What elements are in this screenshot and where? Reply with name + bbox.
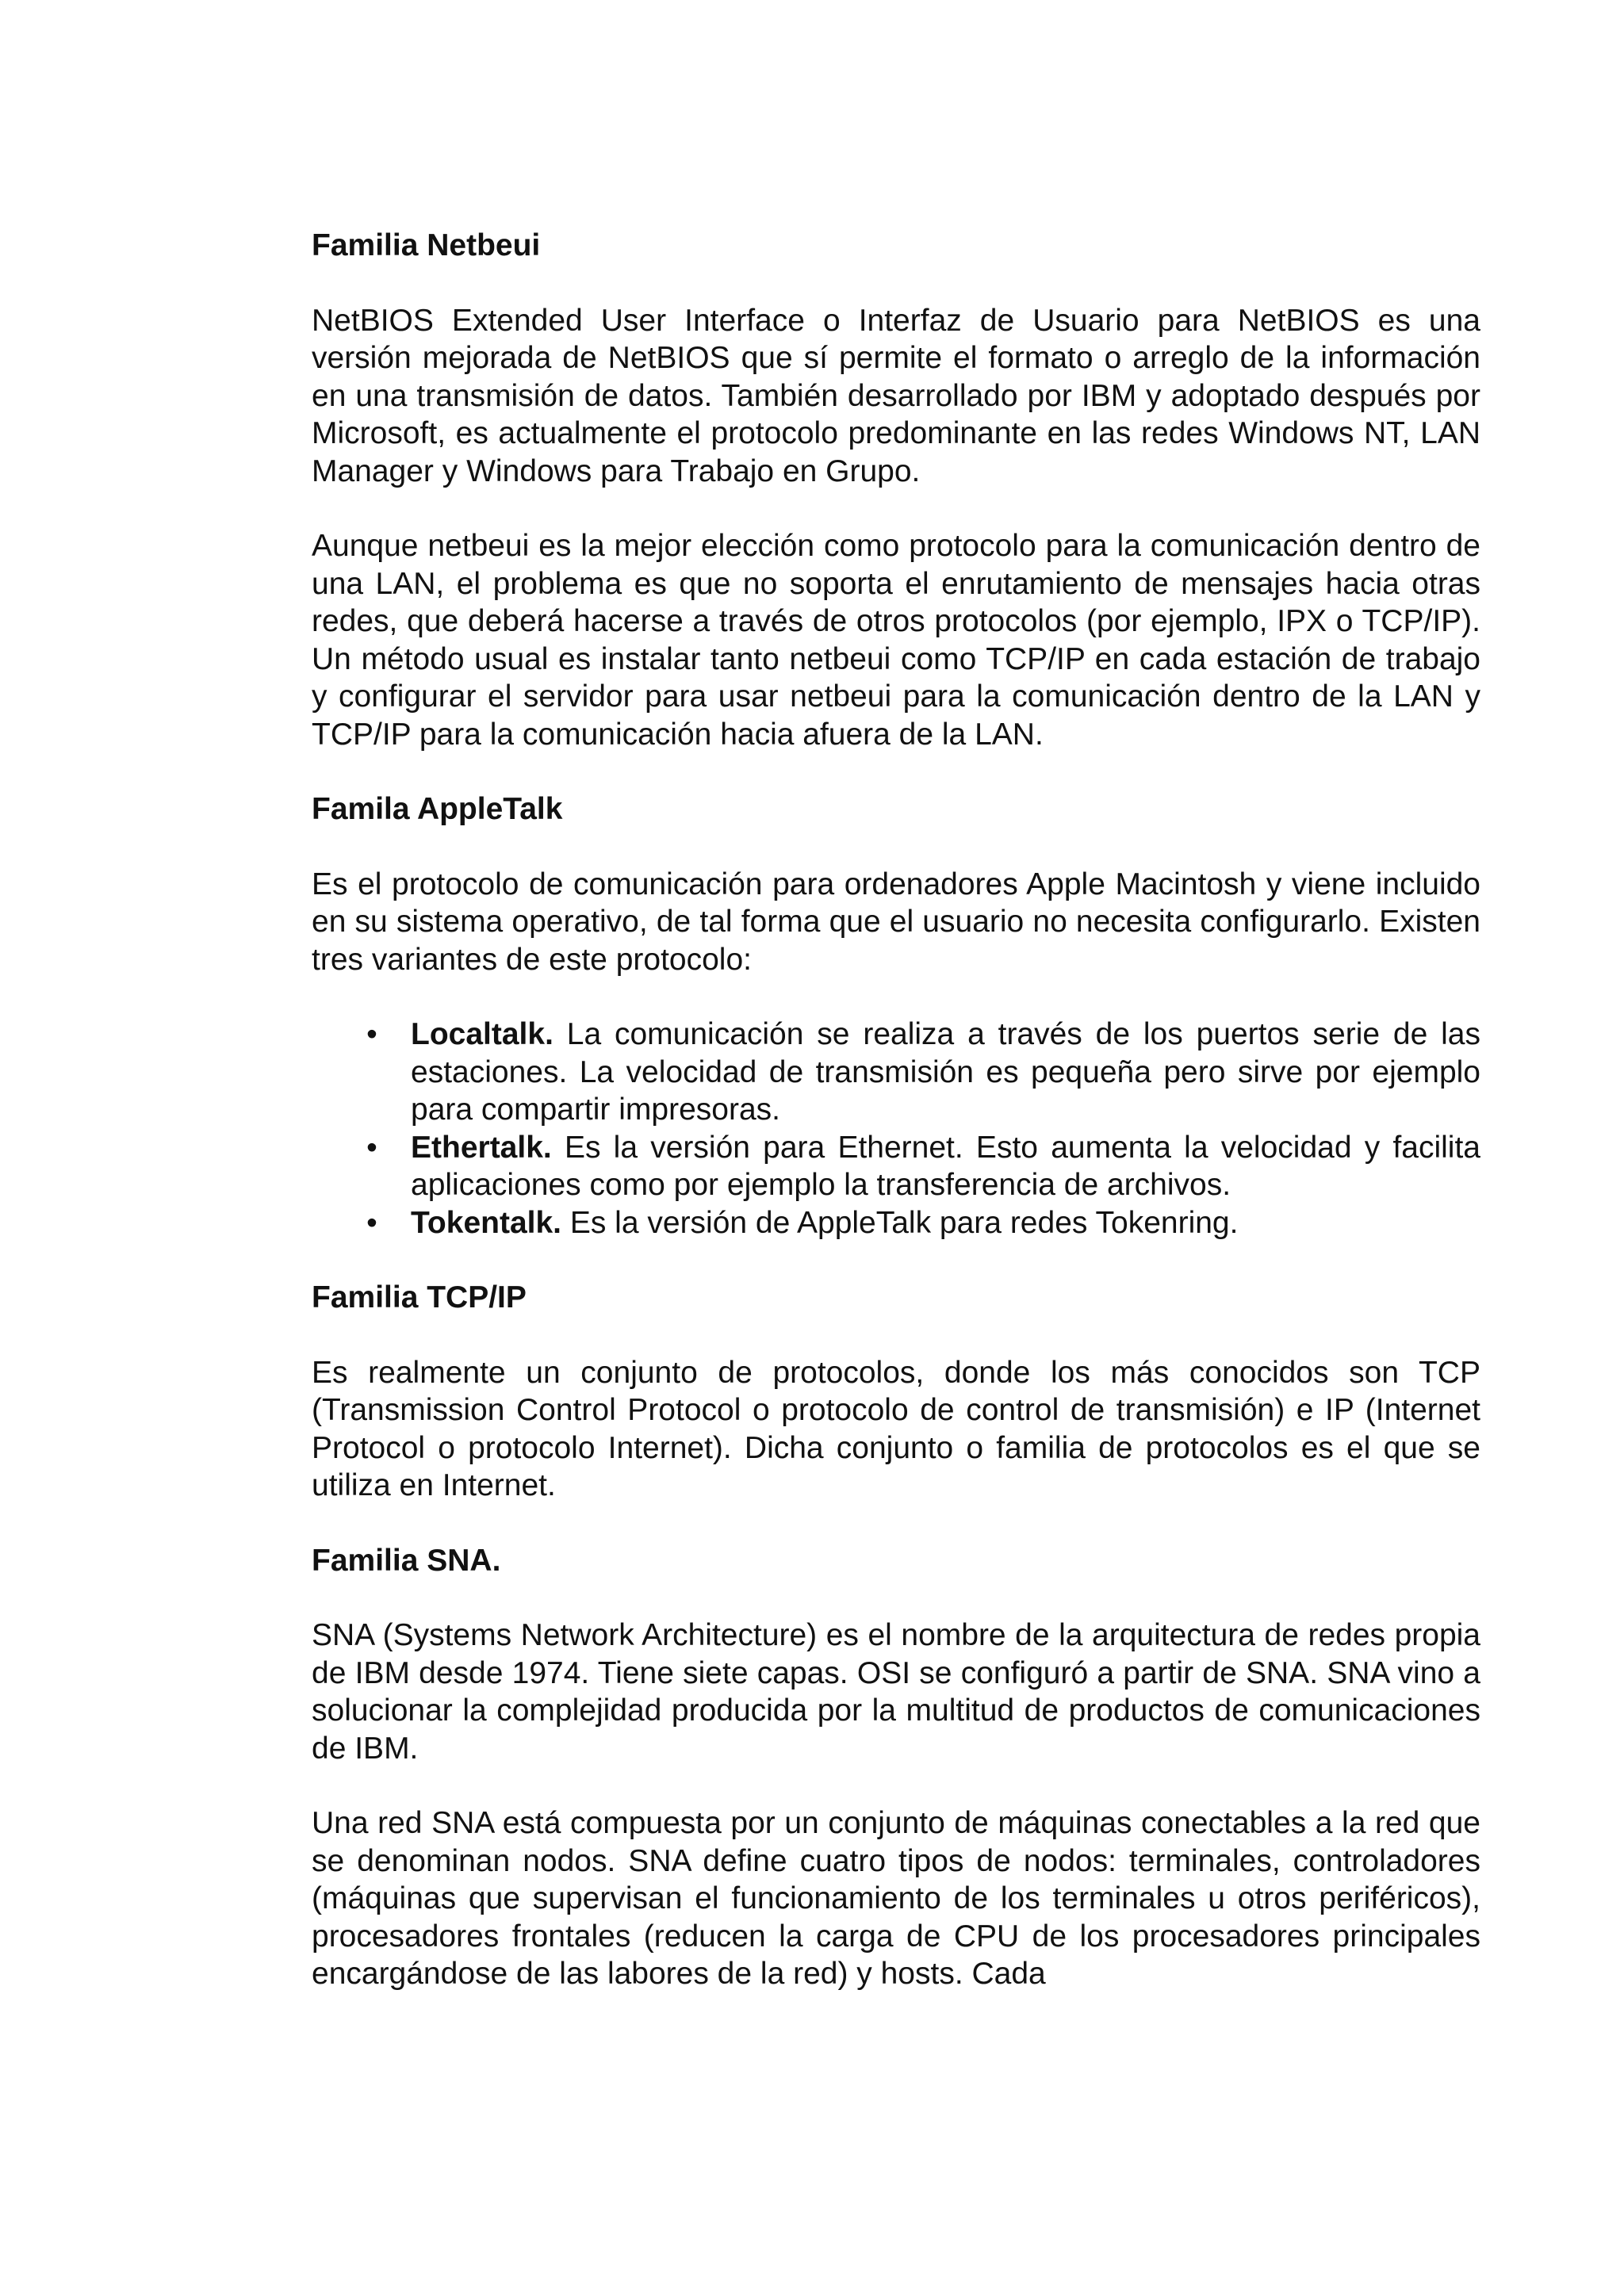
paragraph-netbeui-intro: NetBIOS Extended User Interface o Interfaz de Usuario para NetBIOS es una versión mejorada de NetBIOS que sí permite el formato o arreglo de la información en una transmisión de datos. También desarrollado por IBM y adoptado después por Microsoft, es actualmente el protocolo predominante en las redes Windows NT, LAN Manager y Windows para Trabajo en Grupo.	[312, 303, 1480, 488]
description-ethertalk: Es la versión para Ethernet. Esto aumenta la velocidad y facilita aplicaciones como por ejemplo la transferencia de archivos.	[411, 1130, 1480, 1202]
bullet-icon: •	[366, 1017, 377, 1051]
description-tokentalk: Es la versión de AppleTalk para redes Tokenring.	[561, 1205, 1239, 1240]
paragraph-netbeui-routing: Aunque netbeui es la mejor elección como protocolo para la comunicación dentro de una LAN, el problema es que no soporta el enrutamiento de mensajes hacia otras redes, que deberá hacerse a través de otros protocolos (por ejemplo, IPX o TCP/IP). Un método usual es instalar tanto netbeui como TCP/IP en cada estación de trabajo y configurar el servidor para usar netbeui para la comunicación dentro de la LAN y TCP/IP para la comunicación hacia afuera de la LAN.	[312, 529, 1480, 752]
paragraph-appletalk-intro: Es el protocolo de comunicación para ordenadores Apple Macintosh y viene incluido en su sistema operativo, de tal forma que el usuario no necesita configurarlo. Existen tres variantes de este protocolo:	[312, 867, 1480, 977]
bullet-icon: •	[366, 1130, 377, 1165]
heading-appletalk: Famila AppleTalk	[312, 792, 563, 826]
term-tokentalk: Tokentalk.	[411, 1205, 561, 1240]
list-item-ethertalk	[312, 1129, 1480, 1204]
bullet-icon: •	[366, 1205, 377, 1240]
paragraph-sna-intro: SNA (Systems Network Architecture) es el nombre de la arquitectura de redes propia de IBM desde 1974. Tiene siete capas. OSI se configuró a partir de SNA. SNA vino a solucionar la complejidad producida por la multitud de productos de comunicaciones de IBM.	[312, 1618, 1480, 1766]
document-body	[312, 227, 1480, 1993]
heading-tcpip: Familia TCP/IP	[312, 1280, 527, 1314]
list-item-tokentalk	[312, 1204, 1480, 1242]
heading-sna: Familia SNA.	[312, 1543, 501, 1578]
term-ethertalk: Ethertalk.	[411, 1130, 552, 1165]
paragraph-tcpip: Es realmente un conjunto de protocolos, donde los más conocidos son TCP (Transmission Control Protocol o protocolo de control de transmisión) e IP (Internet Protocol o protocolo Internet). Dicha conjunto o familia de protocolos es el que se utiliza en Internet.	[312, 1355, 1480, 1502]
list-item-localtalk	[312, 1016, 1480, 1129]
appletalk-variants-list	[312, 1016, 1480, 1242]
term-localtalk: Localtalk.	[411, 1017, 553, 1051]
paragraph-sna-nodes: Una red SNA está compuesta por un conjunto de máquinas conectables a la red que se denominan nodos. SNA define cuatro tipos de nodos: terminales, controladores (máquinas que supervisan el funcionamiento de los terminales u otros periféricos), procesadores frontales (reducen la carga de CPU de los procesadores principales encargándose de las labores de la red) y hosts. Cada	[312, 1806, 1480, 1991]
description-localtalk: La comunicación se realiza a través de los puertos serie de las estaciones. La velocidad de transmisión es pequeña pero sirve por ejemplo para compartir impresoras.	[411, 1017, 1480, 1127]
heading-netbeui: Familia Netbeui	[312, 228, 541, 262]
